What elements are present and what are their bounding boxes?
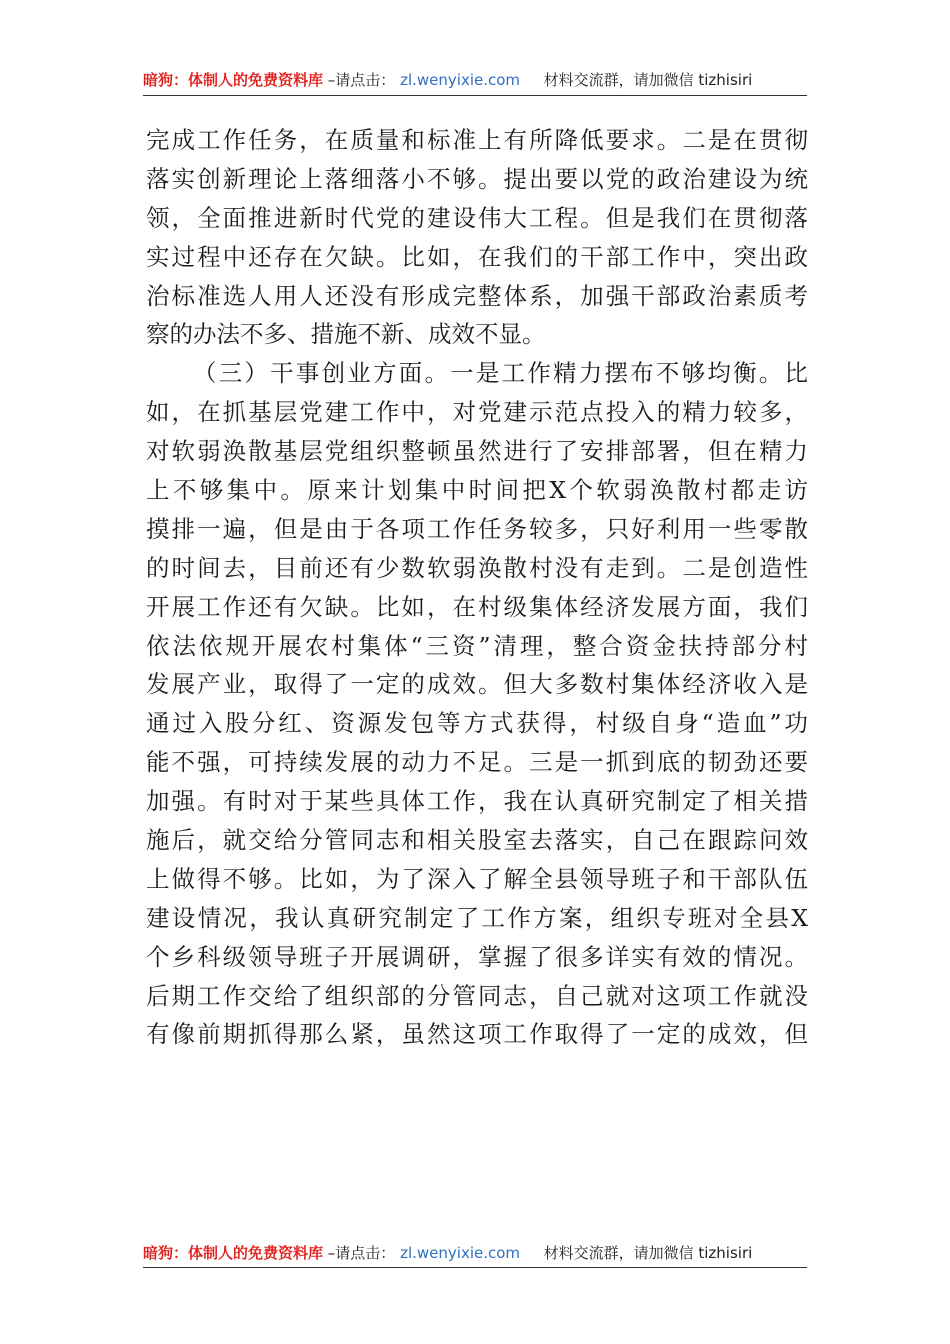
header-divider <box>143 95 807 96</box>
text-line: 开展工作还有欠缺。比如，在村级集体经济发展方面，我们 <box>146 592 808 621</box>
text-line: 落实创新理论上落细落小不够。提出要以党的政治建设为统 <box>146 164 808 193</box>
text-line: （三）干事创业方面。一是工作精力摆布不够均衡。比 <box>193 359 808 388</box>
text-line: 上做得不够。比如，为了深入了解全县领导班子和干部队伍 <box>146 864 808 893</box>
text-line: 领，全面推进新时代党的建设伟大工程。但是我们在贯彻落 <box>146 203 808 232</box>
text-line: 依法依规开展农村集体“三资”清理，整合资金扶持部分村 <box>146 631 808 660</box>
text-line: 治标准选人用人还没有形成完整体系，加强干部政治素质考 <box>146 281 808 310</box>
text-line: 摸排一遍，但是由于各项工作任务较多，只好利用一些零散 <box>146 514 808 543</box>
footer-brand: 暗狗：体制人的免费资料库 <box>143 1244 324 1262</box>
text-line: 通过入股分红、资源发包等方式获得，村级自身“造血”功 <box>146 709 808 738</box>
footer-contact: 材料交流群，请加微信 tizhisiri <box>543 1244 753 1262</box>
footer-click-prompt: –请点击： <box>327 1244 396 1262</box>
text-line: 个乡科级领导班子开展调研，掌握了很多详实有效的情况。 <box>146 942 808 971</box>
text-line: 后期工作交给了组织部的分管同志，自己就对这项工作就没 <box>146 981 808 1010</box>
page-footer <box>143 1243 807 1263</box>
text-line: 加强。有时对于某些具体工作，我在认真研究制定了相关措 <box>146 787 808 816</box>
header-url-link[interactable]: zl.wenyixie.com <box>400 71 521 89</box>
header-brand: 暗狗：体制人的免费资料库 <box>143 71 324 89</box>
text-line: 发展产业，取得了一定的成效。但大多数村集体经济收入是 <box>146 670 808 699</box>
text-line: 施后，就交给分管同志和相关股室去落实，自己在跟踪问效 <box>146 826 808 855</box>
text-line: 如，在抓基层党建工作中，对党建示范点投入的精力较多， <box>146 398 808 427</box>
footer-url-link[interactable]: zl.wenyixie.com <box>400 1244 521 1262</box>
text-line: 建设情况，我认真研究制定了工作方案，组织专班对全县X <box>146 903 808 932</box>
text-line: 能不强，可持续发展的动力不足。三是一抓到底的韧劲还要 <box>146 748 808 777</box>
text-line: 完成工作任务，在质量和标准上有所降低要求。二是在贯彻 <box>146 126 808 154</box>
text-line: 的时间去，目前还有少数软弱涣散村没有走到。二是创造性 <box>146 553 808 582</box>
page-header <box>143 70 807 90</box>
header-click-prompt: –请点击： <box>327 71 396 89</box>
footer-divider <box>143 1267 807 1268</box>
text-line: 察的办法不多、措施不新、成效不显。 <box>146 320 546 349</box>
text-line: 有像前期抓得那么紧，虽然这项工作取得了一定的成效，但 <box>146 1020 808 1049</box>
text-line: 对软弱涣散基层党组织整顿虽然进行了安排部署，但在精力 <box>146 437 808 466</box>
text-line: 实过程中还存在欠缺。比如，在我们的干部工作中，突出政 <box>146 242 808 271</box>
header-contact: 材料交流群，请加微信 tizhisiri <box>543 71 753 89</box>
document-body <box>146 121 808 1054</box>
text-line: 上不够集中。原来计划集中时间把X个软弱涣散村都走访 <box>146 476 808 505</box>
